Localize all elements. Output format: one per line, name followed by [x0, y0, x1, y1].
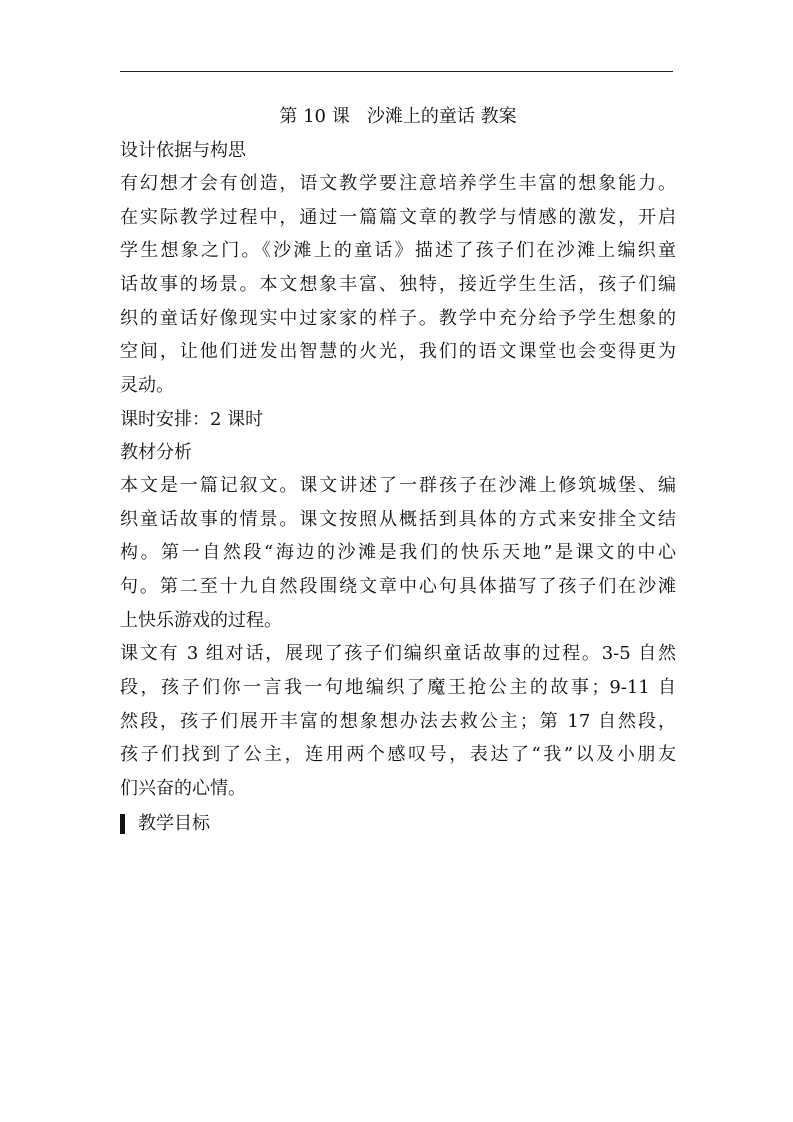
material-analysis-paragraph-2 [120, 637, 676, 805]
paragraph-line: 织童话故事的情景。课文按照从概括到具体的方式来安排全文结 [120, 508, 676, 530]
paragraph-line: 空间，让他们迸发出智慧的火光，我们的语文课堂也会变得更为 [120, 341, 676, 363]
teaching-goals-heading-text: 教学目标 [138, 812, 210, 834]
paragraph-line: 们兴奋的心情。 [120, 778, 246, 799]
paragraph-line: 构。第一自然段“海边的沙滩是我们的快乐天地”是课文的中心 [120, 542, 676, 564]
paragraph-line: 句。第二至十九自然段围绕文章中心句具体描写了孩子们在沙滩 [120, 575, 676, 597]
paragraph-line: 段，孩子们你一言我一句地编织了魔王抢公主的故事；9-11 自 [120, 676, 676, 698]
paragraph-line: 上快乐游戏的过程。 [120, 609, 282, 631]
material-analysis-heading: 教材分析 [120, 441, 192, 463]
paragraph-line: 有幻想才会有创造，语文教学要注意培养学生丰富的想象能力。 [120, 173, 676, 194]
teaching-goals-heading [120, 806, 676, 842]
document-title: 第 10 课 沙滩上的童话 教案 [279, 106, 517, 127]
paragraph-line: 灵动。 [120, 375, 174, 397]
paragraph-line: 话故事的场景。本文想象丰富、独特，接近学生生活，孩子们编 [120, 274, 676, 296]
bar-icon [120, 814, 125, 834]
paragraph-line: 然段，孩子们展开丰富的想象想办法去救公主；第 17 自然段， [120, 710, 676, 732]
paragraph-line: 在实际教学过程中，通过一篇篇文章的教学与情感的激发，开启 [120, 206, 676, 228]
paragraph-line: 学生想象之门。《沙滩上的童话》描述了孩子们在沙滩上编织童 [120, 240, 676, 262]
paragraph-line: 孩子们找到了公主，连用两个感叹号，表达了“我”以及小朋友 [120, 744, 676, 766]
paragraph-line: 本文是一篇记叙文。课文讲述了一群孩子在沙滩上修筑城堡、编 [120, 474, 676, 496]
document-content [120, 100, 676, 842]
header-rule [120, 71, 673, 72]
schedule-line: 课时安排：2 课时 [120, 408, 264, 430]
paragraph-line: 织的童话好像现实中过家家的样子。教学中充分给予学生想象的 [120, 307, 676, 329]
design-basis-paragraph [120, 167, 676, 403]
design-basis-heading: 设计依据与构思 [120, 140, 246, 161]
material-analysis-paragraph-1 [120, 469, 676, 637]
paragraph-line: 课文有 3 组对话，展现了孩子们编织童话故事的过程。3-5 自然 [120, 643, 676, 665]
